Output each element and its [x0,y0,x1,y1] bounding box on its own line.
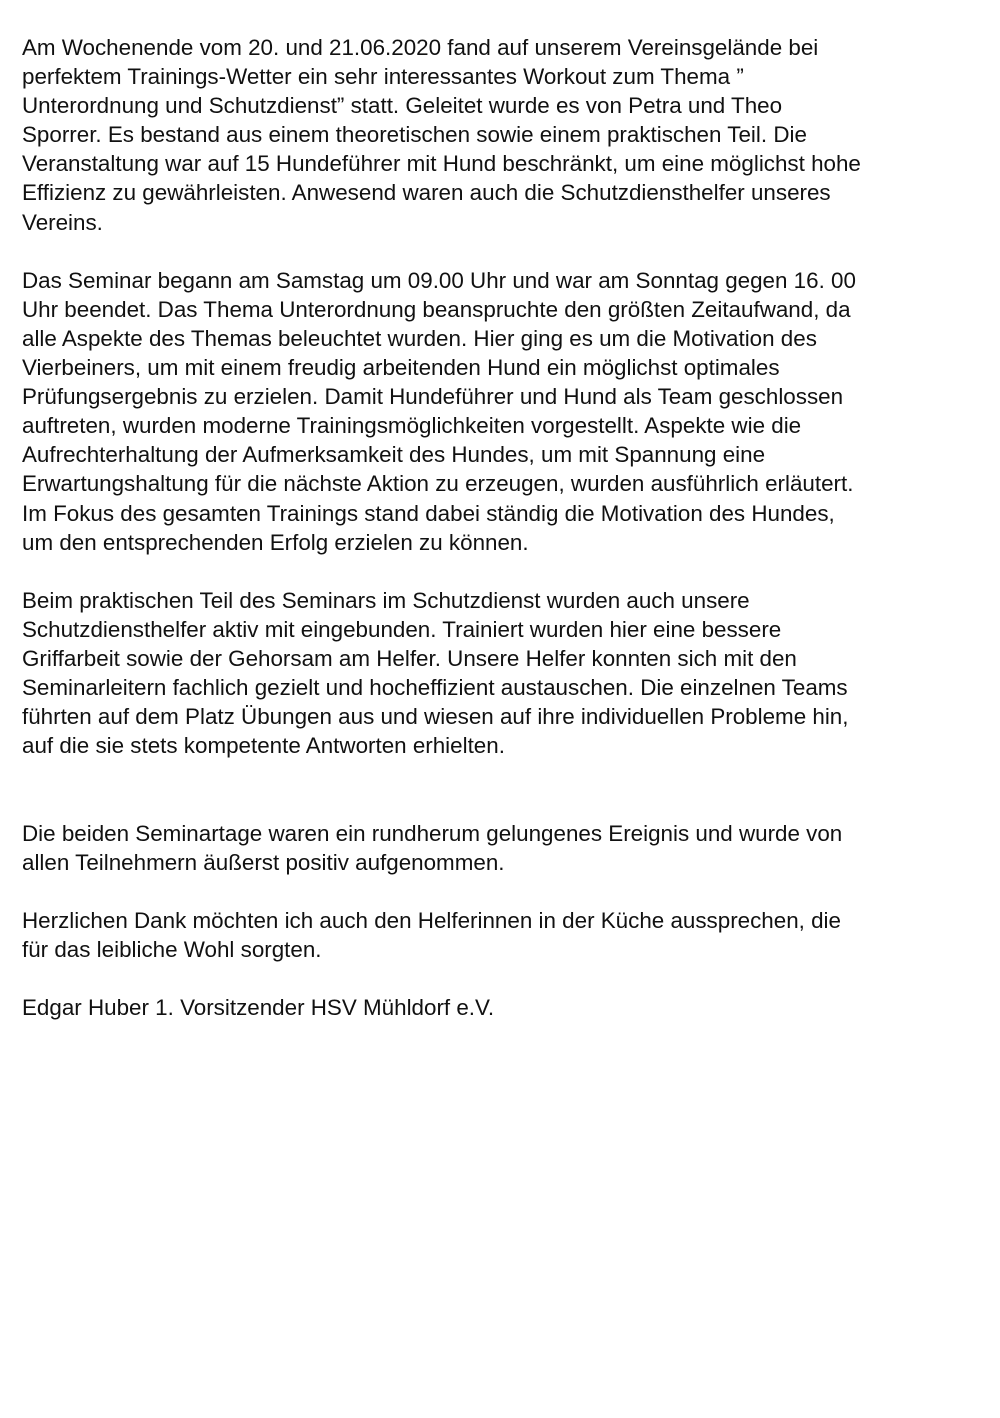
paragraph-practical-part [22,586,972,761]
text-line: Erwartungshaltung für die nächste Aktion zu erzeugen, wurden ausführlich erläutert. [22,471,854,497]
document-body [22,33,972,1022]
text-line: Vereins. [22,209,103,235]
text-line: führten auf dem Platz Übungen aus und wiesen auf ihre individuellen Probleme hin, [22,704,849,730]
text-line: für das leibliche Wohl sorgten. [22,936,322,962]
paragraph-spacer [22,964,972,993]
paragraph-spacer [22,237,972,266]
paragraph-thanks [22,906,972,964]
text-line: Sporrer. Es bestand aus einem theoretischen sowie einem praktischen Teil. Die [22,122,807,148]
text-line: Schutzdiensthelfer aktiv mit eingebunden. Trainiert wurden hier eine bessere [22,616,782,642]
text-line: Vierbeiners, um mit einem freudig arbeitenden Hund ein möglichst optimales [22,355,780,381]
text-line: Effizienz zu gewährleisten. Anwesend waren auch die Schutzdiensthelfer unseres [22,180,831,206]
text-line: auftreten, wurden moderne Trainingsmöglichkeiten vorgestellt. Aspekte wie die [22,413,802,439]
paragraph-spacer [22,877,972,906]
text-line: Herzlichen Dank möchten ich auch den Helferinnen in der Küche aussprechen, die [22,907,841,933]
text-line: Die beiden Seminartage waren ein rundherum gelungenes Ereignis und wurde von [22,820,843,846]
text-line: um den entsprechenden Erfolg erzielen zu können. [22,529,529,555]
text-line: Griffarbeit sowie der Gehorsam am Helfer. Unsere Helfer konnten sich mit den [22,645,797,671]
paragraph-spacer [22,760,972,818]
text-line: Das Seminar begann am Samstag um 09.00 Uhr und war am Sonntag gegen 16. 00 [22,267,856,293]
text-line: perfektem Trainings-Wetter ein sehr interessantes Workout zum Thema ” [22,64,744,90]
text-line: Beim praktischen Teil des Seminars im Schutzdienst wurden auch unsere [22,587,750,613]
text-line: Seminarleitern fachlich gezielt und hocheffizient austauschen. Die einzelnen Teams [22,675,848,701]
text-line: Aufrechterhaltung der Aufmerksamkeit des Hundes, um mit Spannung eine [22,442,766,468]
text-line: alle Aspekte des Themas beleuchtet wurden. Hier ging es um die Motivation des [22,325,817,351]
text-line: allen Teilnehmern äußerst positiv aufgenommen. [22,849,505,875]
author-signature-text: Edgar Huber 1. Vorsitzender HSV Mühldorf e.V. [22,995,495,1021]
text-line: Uhr beendet. Das Thema Unterordnung beanspruchte den größten Zeitaufwand, da [22,296,851,322]
text-line: Im Fokus des gesamten Trainings stand dabei ständig die Motivation des Hundes, [22,500,835,526]
text-line: Unterordnung und Schutzdienst” statt. Geleitet wurde es von Petra und Theo [22,93,783,119]
paragraph-seminar-schedule [22,266,972,557]
text-line: Am Wochenende vom 20. und 21.06.2020 fand auf unserem Vereinsgelände bei [22,35,819,60]
paragraph-workout-intro [22,33,972,237]
signature-line [22,993,972,1022]
paragraph-conclusion [22,819,972,877]
paragraph-spacer [22,557,972,586]
text-line: auf die sie stets kompetente Antworten erhielten. [22,733,505,759]
text-line: Veranstaltung war auf 15 Hundeführer mit Hund beschränkt, um eine möglichst hohe [22,151,861,177]
text-line: Prüfungsergebnis zu erzielen. Damit Hundeführer und Hund als Team geschlossen [22,384,844,410]
